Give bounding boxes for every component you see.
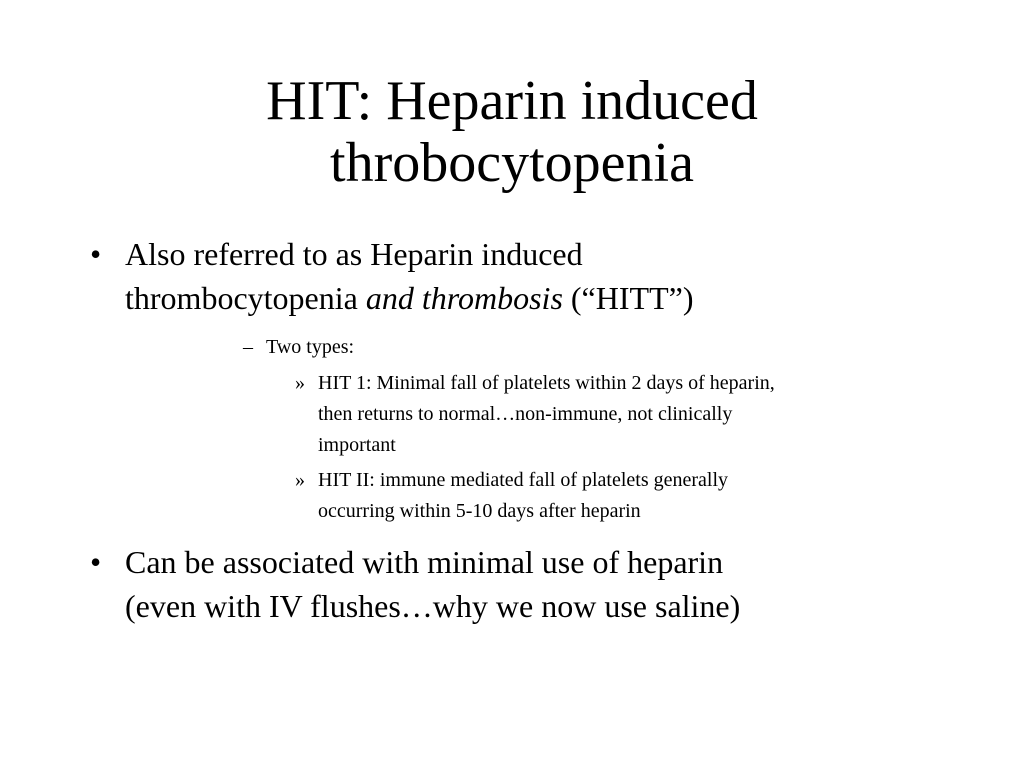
- bullet-text-abbrev: (“HITT”): [562, 280, 694, 316]
- bullet-text-line-2: [125, 276, 945, 320]
- sub-sub-bullet-line-1: HIT II: immune mediated fall of platelets generally: [318, 469, 729, 491]
- bullet-marker: •: [90, 236, 102, 272]
- bullet-text-plain: thrombocytopenia: [125, 280, 366, 316]
- sub-sub-bullet-text: [318, 465, 928, 527]
- bullet-text-italic: and thrombosis: [365, 280, 563, 316]
- sub-bullet-text: Two types:: [266, 336, 355, 358]
- sub-sub-bullet-marker: »: [295, 469, 305, 491]
- sub-sub-bullet-marker: »: [295, 372, 305, 394]
- bullet-text-line-1: Also referred to as Heparin induced: [125, 236, 583, 272]
- bullet-marker: •: [90, 544, 102, 580]
- sub-bullet-marker: –: [243, 336, 253, 358]
- sub-sub-bullet-text: [318, 368, 928, 461]
- slide-title-line-1: HIT: Heparin induced: [266, 70, 758, 132]
- sub-sub-bullet-line-2: occurring within 5-10 days after heparin: [318, 500, 641, 522]
- bullet-text-line-1: Can be associated with minimal use of heparin: [125, 544, 724, 580]
- sub-sub-bullet-line-1: HIT 1: Minimal fall of platelets within 2 days of heparin,: [318, 372, 775, 394]
- bullet-text: [125, 232, 945, 320]
- sub-sub-bullet-line-3: important: [318, 434, 396, 456]
- bullet-text-line-2: (even with IV flushes…why we now use saline): [125, 588, 741, 624]
- bullet-text: [125, 540, 945, 628]
- slide-title: [40, 70, 984, 194]
- sub-sub-bullet-line-2: then returns to normal…non-immune, not clinically: [318, 403, 733, 425]
- slide-title-line-2: throbocytopenia: [330, 132, 694, 194]
